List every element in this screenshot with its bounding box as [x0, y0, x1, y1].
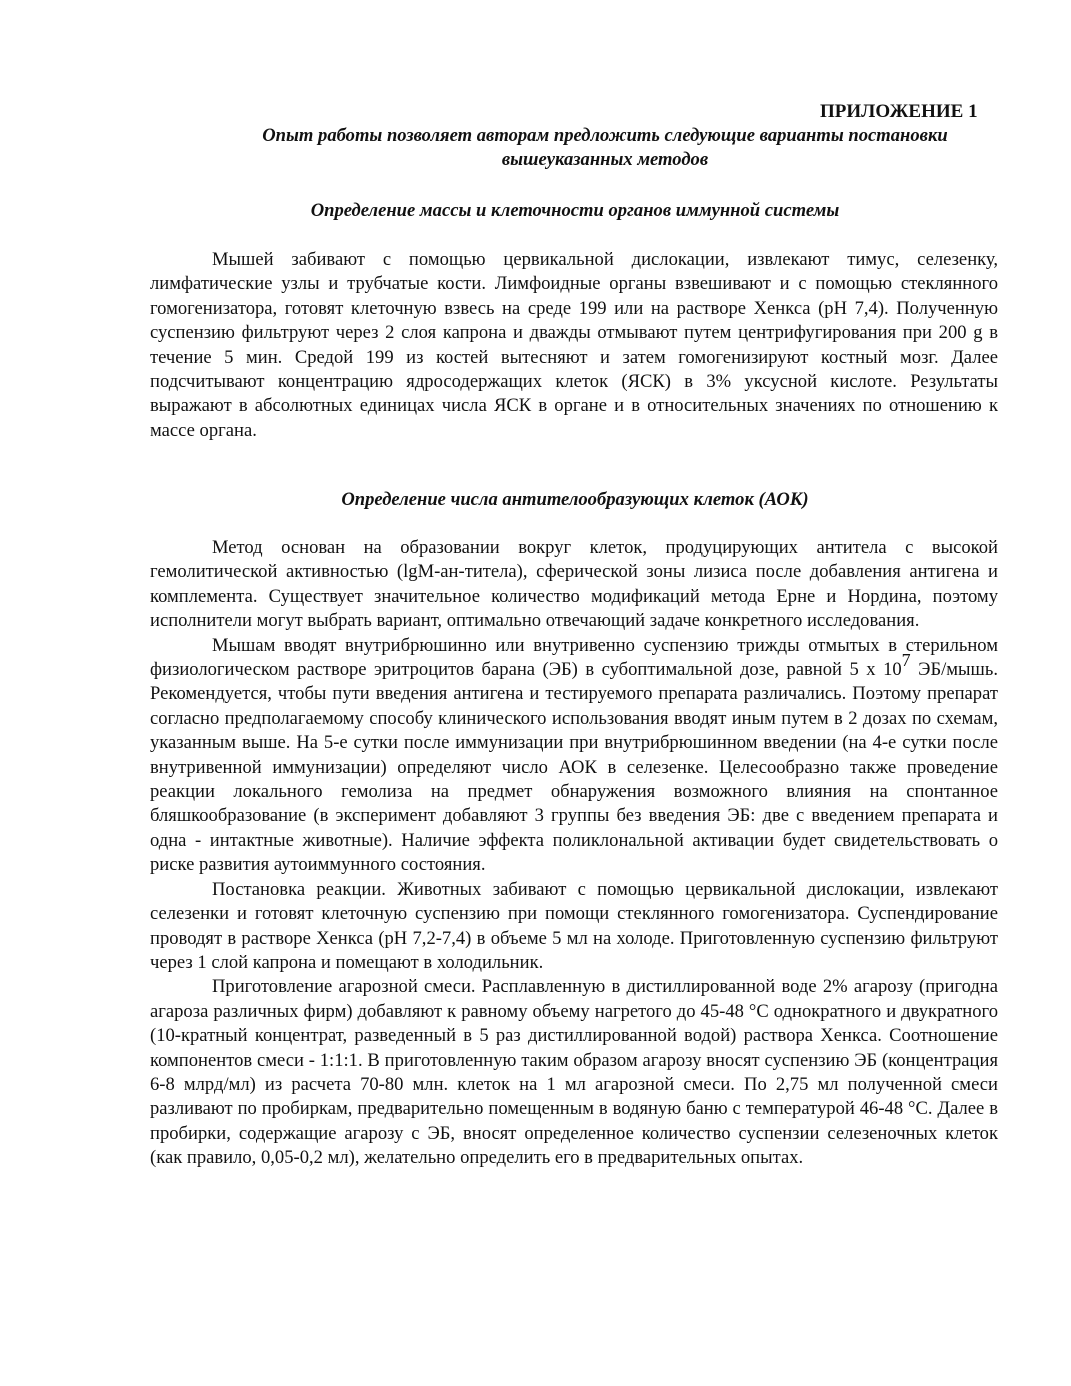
paragraph-text: Мышам вводят внутрибрюшинно или внутривенно суспензию трижды отмытых в стерильном физиологическом растворе эритроцитов барана (ЭБ) в субоптимальной дозе, равной 5 х 10: [150, 634, 998, 681]
paragraph-text: ЭБ/мышь. Рекомендуется, чтобы пути введения антигена и тестируемого препарата различались. Поэтому препарат согласно предполагаемому способу клинического использования вводят иным путем в 2 дозах по схемам, указанным выше. На 5-е сутки после иммунизации при внутрибрюшинном введении (на 4-е сутки после внутривенной иммунизации) определяют число АОК в селезенке. Целесообразно также проведение реакции локального гемолиза на предмет обнаружения возможного влияния на спонтанное бляшкообразование (в эксперимент добавляют 3 группы без введения ЭБ: две с введением препарата и одна - интактные животные). Наличие эффекта поликлональной активации будет свидетельствовать о риске развития аутоиммунного состояния.: [150, 659, 998, 876]
document-subtitle: Опыт работы позволяет авторам предложить следующие варианты постановки вышеуказанных методов: [262, 125, 948, 170]
paragraph: Постановка реакции. Животных забивают с помощью цервикальной дислокации, извлекают селезенки и готовят клеточную суспензию при помощи стеклянного гомогенизатора. Суспендирование проводят в растворе Хенкса (рН 7,2-7,4) в объеме 5 мл на холоде. Приготовленную суспензию фильтруют через 1 слой капрона и помещают в холодильник.: [150, 878, 998, 973]
paragraph: Метод основан на образовании вокруг клеток, продуцирующих антитела с высокой гемолитической активностью (lgM-ан-титела), сферической зоны лизиса после добавления антигена и комплемента. Существует значительное количество модификаций метода Ерне и Нордина, поэтому исполнители могут выбрать вариант, оптимально отвечающий задаче конкретного исследования.: [150, 537, 998, 632]
exponent: 7: [901, 650, 911, 671]
paragraph: Мышей забивают с помощью цервикальной дислокации, извлекают тимус, селезенку, лимфатические узлы и трубчатые кости. Лимфоидные органы взвешивают и с помощью стеклянного гомогенизатора, готовят клеточную взвесь на среде 199 или на растворе Хенкса (рН 7,4). Полученную суспензию фильтруют через 2 слоя капрона и дважды отмывают путем центрифугирования при 200 g в течение 5 мин. Средой 199 из костей вытесняют и затем гомогенизируют костный мозг. Далее подсчитывают концентрацию ядросодержащих клеток (ЯСК) в 3% уксусной кислоте. Результаты выражают в абсолютных единицах числа ЯСК в органе и в относительных значениях по отношению к массе органа.: [150, 249, 998, 441]
section-body-organ-mass: [150, 248, 998, 443]
section-heading-organ-mass: Определение массы и клеточности органов иммунной системы: [310, 200, 840, 221]
paragraph: Приготовление агарозной смеси. Расплавленную в дистиллированной воде 2% агарозу (пригодна агароза различных фирм) добавляют к равному объему нагретого до 45-48 °С однократного и двукратного (10-кратный концентрат, разведенный в 5 раз дистиллированной водой) раствора Хенкса. Соотношение компонентов смеси - 1:1:1. В приготовленную таким образом агарозу вносят суспензию ЭБ (концентрация 6-8 млрд/мл) из расчета 70-80 млн. клеток на 1 мл агарозной смеси. По 2,75 мл полученной смеси разливают по пробиркам, предварительно помещенным в водяную баню с температурой 46-48 °С. Далее в пробирки, содержащие агарозу с ЭБ, вносят определенное количество суспензии селезеночных клеток (как правило, 0,05-0,2 мл), желательно определить его в предварительных опытах.: [150, 976, 998, 1169]
appendix-label: ПРИЛОЖЕНИЕ 1: [820, 101, 978, 122]
section-body-aok: [150, 536, 998, 1171]
paragraph-with-superscript: [150, 634, 998, 878]
section-heading-aok: Определение числа антителообразующих клеток (АОК): [341, 489, 809, 510]
